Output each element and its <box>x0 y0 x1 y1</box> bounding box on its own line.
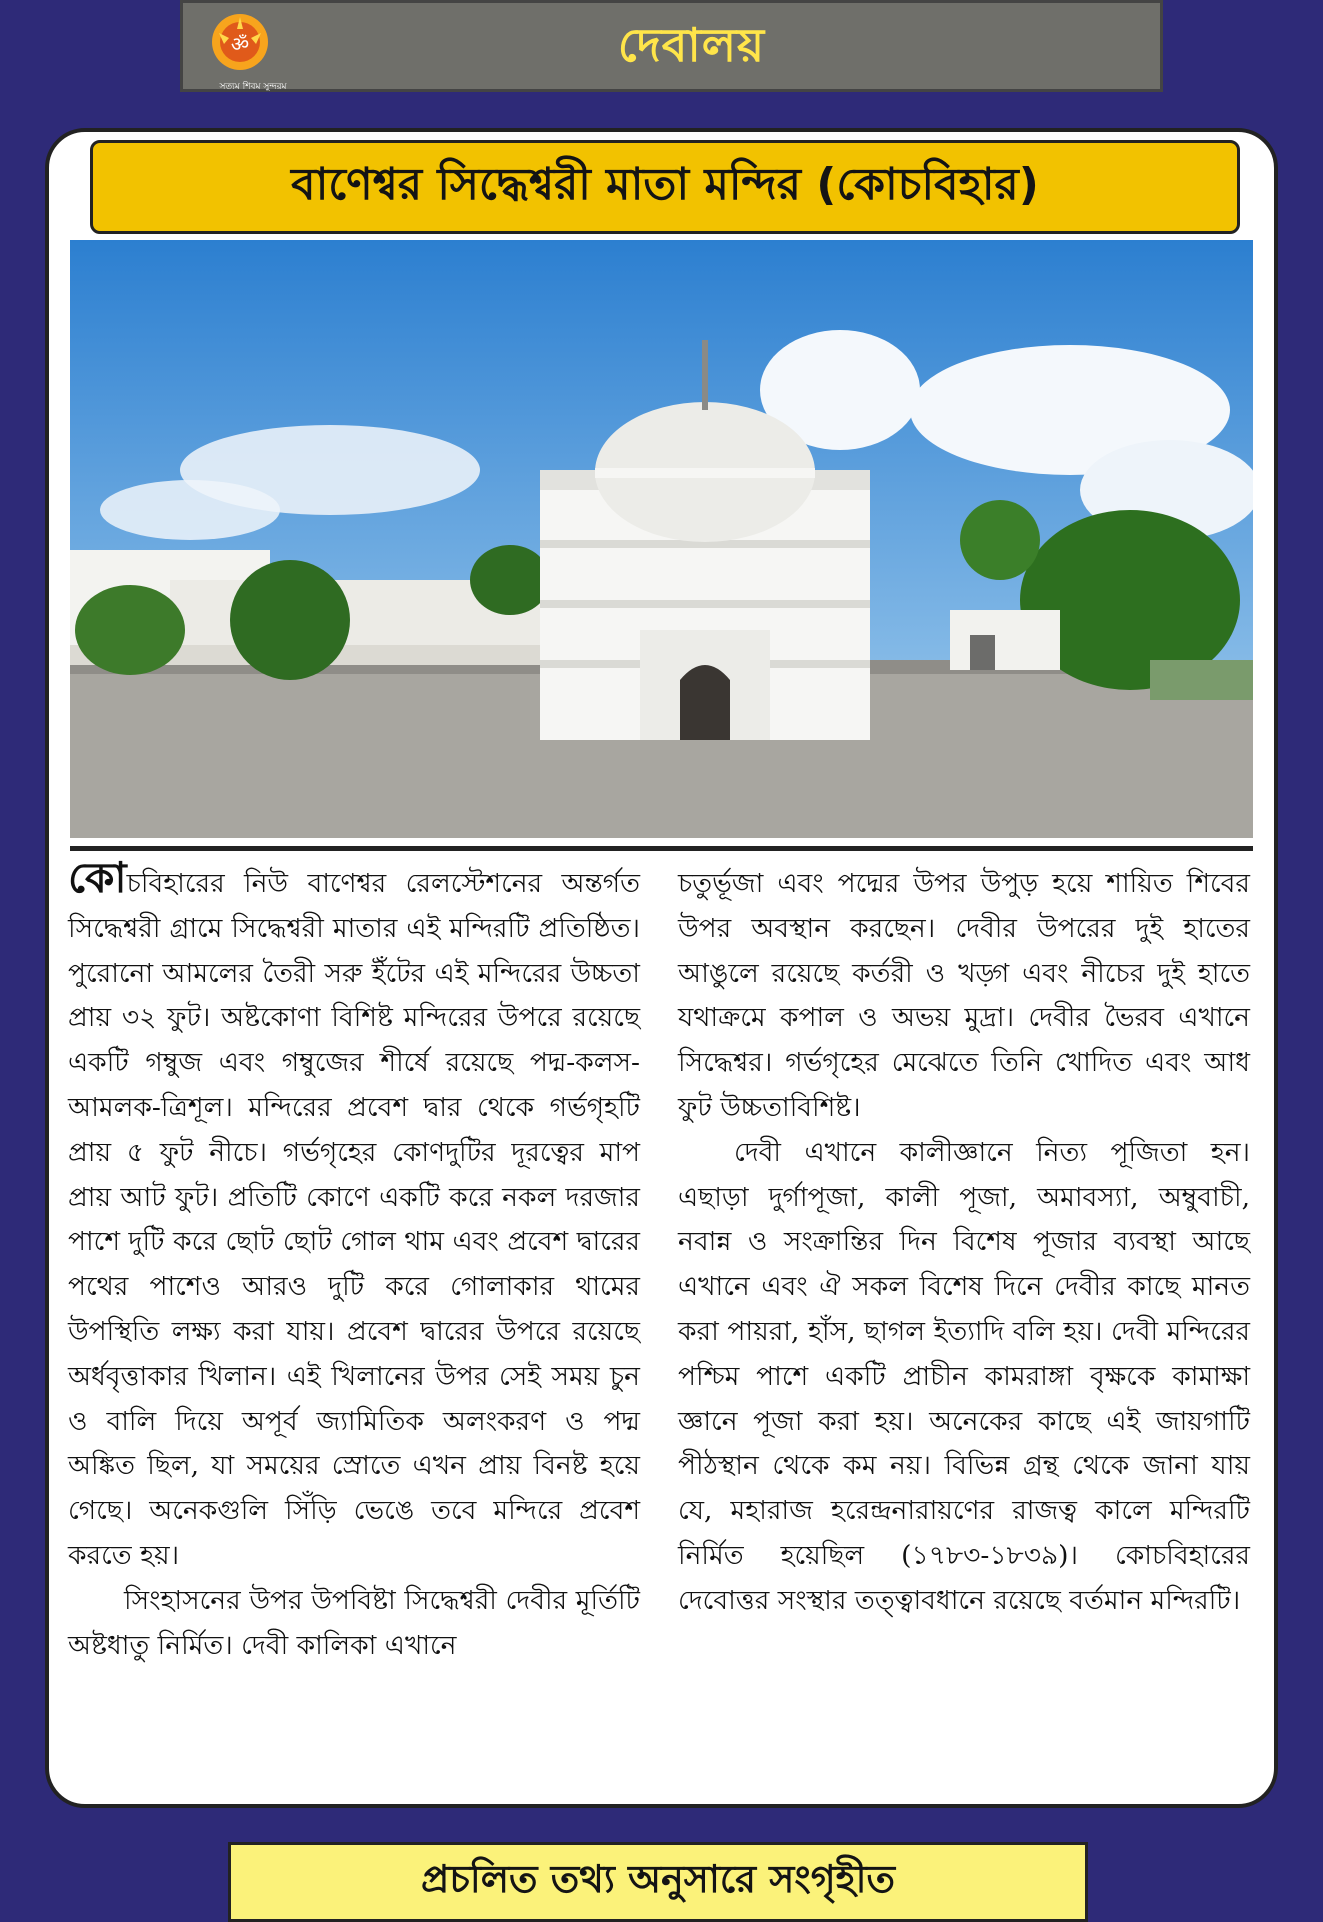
paragraph-4: দেবী এখানে কালীজ্ঞানে নিত্য পূজিতা হন। এছাড়া দুর্গাপূজা, কালী পূজা, অমাবস্যা, অম্বুবাচী, নবান্ন ও সংক্রান্তির দিন বিশেষ পূজার ব্যবস্থা আছে এখানে এবং ঐ সকল বিশেষ দিনে দেবীর কাছে মানত করা পায়রা, হাঁস, ছাগল ইত্যাদি বলি হয়। দেবী মন্দিরের পশ্চিম পাশে একটি প্রাচীন কামরাঙ্গা বৃক্ষকে কামাক্ষা জ্ঞানে পূজা করা হয়। অনেকের কাছে এই জায়গাটি পীঠস্থান থেকে কম নয়। বিভিন্ন গ্রন্থ থেকে জানা যায় যে, মহারাজ হরেন্দ্রনারায়ণের রাজত্ব কালে মন্দিরটি নির্মিত হয়েছিল (১৭৮৩-১৮৩৯)। কোচবিহারের দেবোত্তর সংস্থার তত্ত্বাবধানে রয়েছে বর্তমান মন্দিরটি। <box>678 1136 1250 1616</box>
header-bar <box>180 0 1163 92</box>
section-divider <box>70 846 1253 851</box>
footer-text: প্রচলিত তথ্য অনুসারে সংগৃহীত <box>421 1857 895 1901</box>
svg-text:ॐ: ॐ <box>230 32 250 56</box>
paragraph-1 <box>68 853 640 1579</box>
left-column <box>68 853 640 1668</box>
temple-photo <box>70 240 1253 838</box>
drop-cap: কো <box>68 853 127 902</box>
article-title-box <box>90 140 1240 234</box>
paragraph-2: সিংহাসনের উপর উপবিষ্টা সিদ্ধেশ্বরী দেবীর মূর্তিটি অষ্টধাতু নির্মিত। দেবী কালিকা এখানে <box>68 1584 640 1661</box>
paragraph-3: চতুর্ভূজা এবং পদ্মের উপর উপুড় হয়ে শায়িত শিবের উপর অবস্থান করছেন। দেবীর উপরের দুই হাতের আঙুলে রয়েছে কর্তরী ও খড়্গ এবং নীচের দুই হাতে যথাক্রমে কপাল ও অভয় মুদ্রা। দেবীর ভৈরব এখানে সিদ্ধেশ্বর। গর্ভগৃহের মেঝেতে তিনি খোদিত এবং আধ ফুট উচ্চতাবিশিষ্ট। <box>678 868 1250 1123</box>
magazine-section-title: দেবালয় <box>617 18 766 72</box>
right-column <box>678 862 1250 1624</box>
article-title: বাণেশ্বর সিদ্ধেশ্বরী মাতা মন্দির (কোচবিহার) <box>291 158 1039 210</box>
logo-caption: সত্যম শিবম সুন্দরম <box>219 82 287 92</box>
footer-box <box>228 1842 1088 1922</box>
paragraph-1-text: চবিহারের নিউ বাণেশ্বর রেলস্টেশনের অন্তর্গত সিদ্ধেশ্বরী গ্রামে সিদ্ধেশ্বরী মাতার এই মন্দিরটি প্রতিষ্ঠিত। পুরোনো আমলের তৈরী সরু ইঁটের এই মন্দিরের উচ্চতা প্রায় ৩২ ফুট। অষ্টকোণা বিশিষ্ট মন্দিরের উপরে রয়েছে একটি গম্বুজ এবং গম্বুজের শীর্ষে রয়েছে পদ্ম-কলস-আমলক-ত্রিশূল। মন্দিরের প্রবেশ দ্বার থেকে গর্ভগৃহটি প্রায় ৫ ফুট নীচে। গর্ভগৃহের কোণদুটির দূরত্বের মাপ প্রায় আট ফুট। প্রতিটি কোণে একটি করে নকল দরজার পাশে দুটি করে ছোট ছোট গোল থাম এবং প্রবেশ দ্বারের পথের পাশেও আরও দুটি করে গোলাকার থামের উপস্থিতি লক্ষ্য করা যায়। প্রবেশ দ্বারের উপরে রয়েছে অর্ধবৃত্তাকার খিলান। এই খিলানের উপর সেই সময় চুন ও বালি দিয়ে অপূর্ব জ্যামিতিক অলংকরণ ও পদ্ম অঙ্কিত ছিল, যা সময়ের স্রোতে এখন প্রায় বিনষ্ট হয়ে গেছে। অনেকগুলি সিঁড়ি ভেঙে তবে মন্দিরে প্রবেশ করতে হয়। <box>68 868 640 1571</box>
